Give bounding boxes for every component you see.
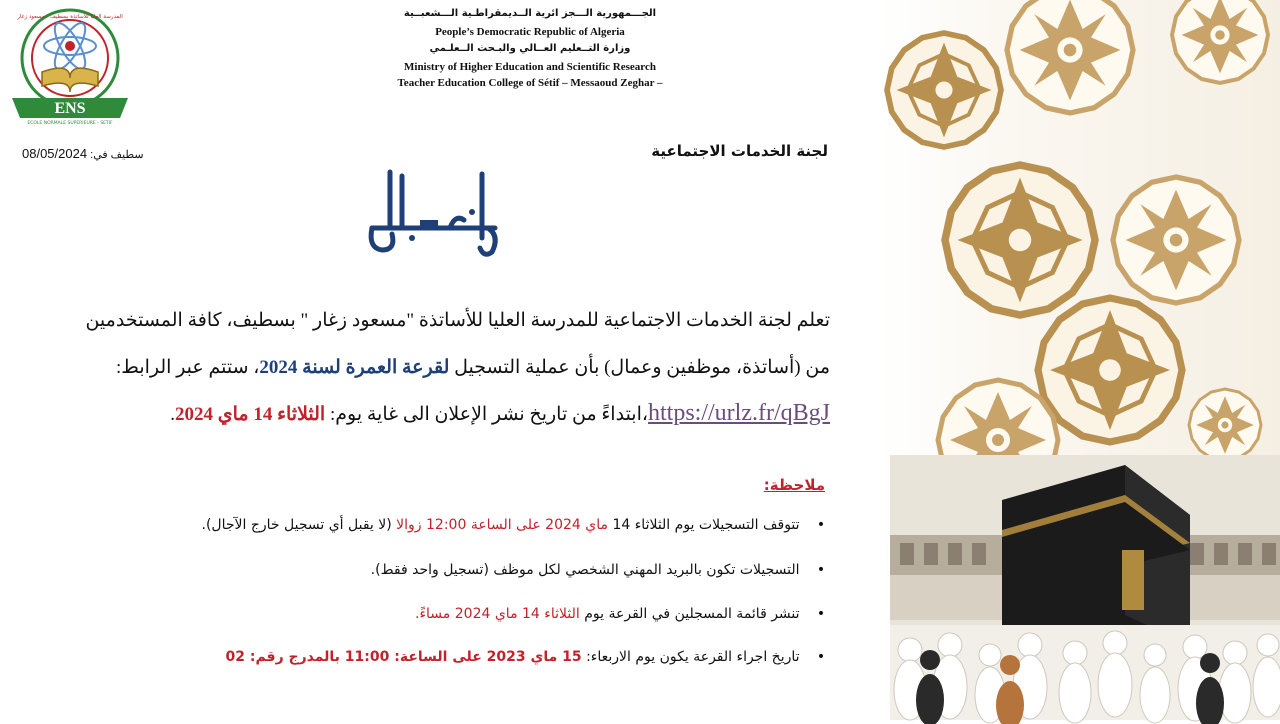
note-title: ملاحظة: [763, 476, 825, 494]
body-line-1-text: تعلم لجنة الخدمات الاجتماعية للمدرسة العليا للأساتذة "مسعود زغار " بسطيف، كافة المستخدمين [85, 310, 830, 331]
header-en-republic: People’s Democratic Republic of Algeria [435, 26, 625, 38]
registration-link[interactable]: https://urlz.fr/qBgJ [648, 400, 830, 426]
bullet-1-text-b: (لا يقبل أي تسجيل خارج الآجال). [201, 517, 392, 533]
bullet-3-text-a: تنشر قائمة المسجلين في القرعة يوم [584, 606, 800, 622]
kaaba-photo [890, 455, 1280, 720]
body-line-1 [60, 309, 830, 332]
bullet-1-text-a: تتوقف التسجيلات يوم الثلاثاء 14 [612, 517, 800, 533]
logo-text: ENS [54, 100, 86, 117]
bullet-3-text-red: الثلاثاء 14 ماي 2024 مساءً. [415, 606, 580, 622]
bullet-item-3: • تنشر قائمة المسجلين في القرعة يوم الثلاثاء 14 ماي 2024 مساءً. [415, 606, 826, 622]
date-label: سطيف في: [90, 149, 144, 161]
bullet-4-text-red: 15 ماي 2023 على الساعة: 11:00 بالمدرج رقم: 02 [225, 649, 582, 665]
body-line-3-part1: ،ابتداءً من تاريخ نشر الإعلان الى غاية يوم: [329, 404, 648, 425]
logo-arc-text: المدرسة العليا للأساتذة بسطيف - مسعود زغار [17, 14, 123, 20]
title-text: إعلان [433, 260, 437, 261]
date-line [22, 146, 144, 161]
bullet-2-text: التسجيلات تكون بالبريد المهني الشخصي لكل موظف (تسجيل واحد فقط). [370, 562, 800, 578]
ens-logo [6, 6, 134, 128]
body-line-2-part1: من (أساتذة، موظفين وعمال) بأن عملية التسجيل [454, 357, 830, 378]
body-line-2 [60, 356, 830, 379]
date-value: 08/05/2024 [22, 146, 88, 161]
bullet-4-text-a: تاريخ اجراء القرعة يكون يوم الاربعاء: [586, 649, 800, 665]
body-line-3: https://urlz.fr/qBgJ،ابتداءً من تاريخ نشر الإعلان الى غاية يوم: الثلاثاء 14 ماي 2024. [170, 400, 830, 426]
deadline-date: الثلاثاء 14 ماي 2024 [174, 404, 326, 425]
logo-subtitle: ECOLE NORMALE SUPERIEURE - SETIF [27, 121, 113, 126]
header-ar-republic: الجـــمهورية الـــجز ائرية الــديمقراطـية الـــشعبــية [403, 8, 657, 19]
bullet-item-4: • تاريخ اجراء القرعة يكون يوم الاربعاء: 15 ماي 2023 على الساعة: 11:00 بالمدرج رقم: 02 [225, 649, 826, 665]
bullet-item-1: • تتوقف التسجيلات يوم الثلاثاء 14 ماي 2024 على الساعة 12:00 زوالا (لا يقبل أي تسجيل خارج الآجال). [201, 517, 826, 533]
header-en-ministry: Ministry of Higher Education and Scientific Research [404, 61, 656, 73]
committee-title: لجنة الخدمات الاجتماعية [651, 142, 828, 160]
bullet-item-2: • التسجيلات تكون بالبريد المهني الشخصي لكل موظف (تسجيل واحد فقط). [370, 562, 826, 578]
body-highlight-umrah: لقرعة العمرة لسنة 2024 [259, 357, 450, 378]
header-en-college: Teacher Education College of Sétif – Messaoud Zeghar – [397, 77, 663, 89]
header-ar-ministry: وزارة التــعليم العــالي والبـحث الــعلـمي [429, 43, 631, 54]
announcement-title [360, 168, 510, 260]
body-line-2-part2: ، ستتم عبر الرابط: [116, 357, 260, 378]
bullet-1-text-red: ماي 2024 على الساعة 12:00 زوالا [396, 517, 608, 533]
